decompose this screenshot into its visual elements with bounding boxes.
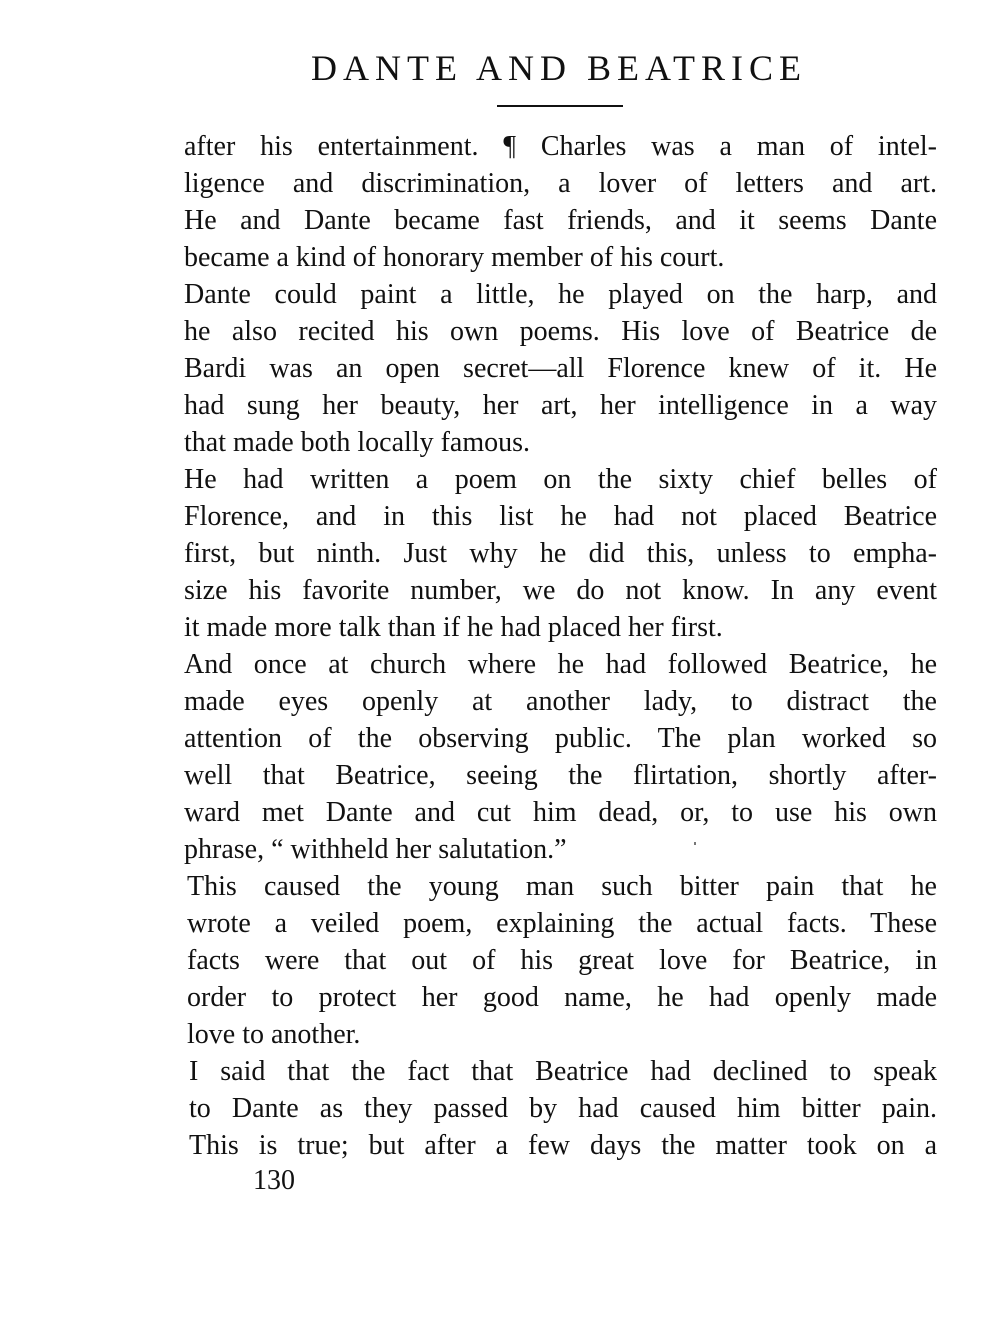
paragraph-charles [184,128,937,276]
paragraph-bitter-pain [184,868,937,1053]
text-line: This caused the young man such bitter pain that he [187,871,937,902]
text-line: ward met Dante and cut him dead, or, to use his own [184,797,937,828]
text-line: This is true; but after a few days the matter took on a [189,1130,937,1161]
text-line: that made both locally famous. [184,427,531,458]
text-line: ligence and discrimination, a lover of letters and art. [184,168,937,199]
text-line: well that Beatrice, seeing the flirtation, shortly after- [184,760,937,791]
paragraph-church [184,646,937,868]
head-rule [497,105,623,107]
print-speck [694,842,696,845]
text-line: Bardi was an open secret—all Florence knew of it. He [184,353,937,384]
text-line: He and Dante became fast friends, and it seems Dante [184,205,937,236]
text-line: order to protect her good name, he had openly made [187,982,937,1013]
text-line: love to another. [187,1019,361,1050]
text-line: had sung her beauty, her art, her intelligence in a way [184,390,937,421]
text-line: Florence, and in this list he had not placed Beatrice [184,501,937,532]
body-text [184,128,937,1164]
text-line: he also recited his own poems. His love of Beatrice de [184,316,937,347]
text-line: after his entertainment. ¶ Charles was a man of intel- [184,131,937,162]
text-line: to Dante as they passed by had caused him bitter pain. [189,1093,937,1124]
text-line: made eyes openly at another lady, to distract the [184,686,937,717]
text-line: wrote a veiled poem, explaining the actual facts. These [187,908,937,939]
text-line: And once at church where he had followed Beatrice, he [184,649,937,680]
text-line: size his favorite number, we do not know. In any event [184,575,937,606]
text-line: He had written a poem on the sixty chief belles of [184,464,937,495]
text-line: first, but ninth. Just why he did this, unless to empha- [184,538,937,569]
text-line: phrase, “ withheld her salutation.” [184,834,567,865]
text-line: attention of the observing public. The plan worked so [184,723,937,754]
running-head: DANTE AND BEATRICE [311,48,807,88]
paragraph-declined-to-speak [184,1053,937,1164]
paragraph-sixty-belles [184,461,937,646]
page-number: 130 [253,1165,295,1196]
paragraph-dante-could-paint [184,276,937,461]
text-line: I said that the fact that Beatrice had declined to speak [189,1056,937,1087]
text-line: Dante could paint a little, he played on the harp, and [184,279,937,310]
text-line: became a kind of honorary member of his court. [184,242,725,273]
text-line: it made more talk than if he had placed her first. [184,612,723,643]
text-line: facts were that out of his great love for Beatrice, in [187,945,937,976]
